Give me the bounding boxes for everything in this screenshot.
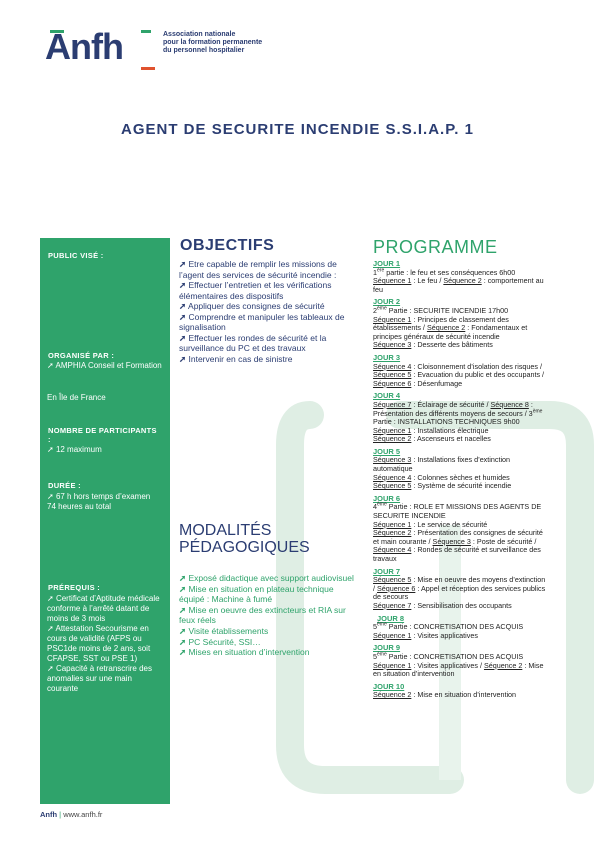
modalite-item [179, 573, 354, 584]
sequence-label: Séquence 4 [373, 472, 412, 482]
arrow-up-right-icon: ➚ [47, 664, 54, 673]
sequence-text: : Système de sécurité incendie [411, 481, 512, 491]
sequence-label: Séquence 1 [373, 425, 412, 435]
arrow-up-right-icon: ➚ [179, 311, 187, 322]
objectif-item [179, 259, 354, 280]
prerequis-item [47, 624, 165, 664]
objectif-text: Effectuer l’entretien et les vérifications élémentaires des dispositifs [179, 280, 332, 301]
sequence-text: : Installations fixes d’extinction automatique [373, 455, 511, 474]
sequence-label: Séquence 2 [373, 528, 412, 538]
arrow-up-right-icon: ➚ [179, 301, 187, 311]
sequence-label: Séquence 2 [426, 323, 466, 333]
modalites-list [179, 573, 354, 658]
objectif-text: Appliquer des consignes de sécurité [188, 301, 325, 311]
modalite-text: Exposé didactique avec support audiovisuel [188, 573, 354, 583]
programme-line [373, 277, 548, 294]
sequence-label: Séquence 7 [373, 600, 412, 610]
objectif-text: Intervenir en cas de sinistre [188, 353, 293, 364]
tagline-line: pour la formation permanente [163, 39, 263, 46]
ordinal-suffix: ème [532, 408, 543, 415]
sequence-label: Séquence 1 [373, 630, 412, 640]
nombre-value [47, 445, 165, 455]
programme-line [373, 401, 548, 427]
programme-line [373, 482, 548, 491]
modalite-item [179, 605, 354, 626]
public-label: PUBLIC VISÉ : [48, 251, 104, 260]
objectif-item [179, 354, 354, 365]
sequence-label: Séquence 7 [373, 399, 412, 409]
sequence-label: Séquence 6 [373, 378, 412, 388]
tagline-line: Association nationale [163, 31, 236, 38]
prerequis-item [47, 594, 165, 624]
sequence-label: Séquence 3 [373, 340, 412, 350]
logo-accent-bar [141, 30, 151, 33]
objectif-item [179, 333, 354, 354]
duree-label: DURÉE : [48, 481, 81, 490]
part-number: 5 [373, 651, 377, 661]
day-heading: JOUR 8 [377, 613, 405, 623]
ordinal-suffix: ère [377, 267, 385, 274]
objectif-item [179, 280, 354, 301]
organise-text: AMPHIA Conseil et Formation [55, 361, 162, 370]
ordinal-suffix: ème [377, 502, 387, 509]
part-number: 1 [373, 267, 377, 277]
sequence-label: Séquence 1 [373, 276, 412, 286]
logo-tagline [163, 31, 273, 55]
programme-line [373, 456, 548, 473]
programme-line [373, 602, 548, 611]
duree-value [47, 492, 165, 512]
arrow-up-right-icon: ➚ [179, 332, 187, 343]
programme-line [373, 341, 548, 350]
arrow-up-right-icon: ➚ [179, 647, 187, 658]
info-sidebar [40, 238, 170, 804]
sequence-label: Séquence 2 [373, 434, 412, 444]
arrow-up-right-icon: ➚ [47, 624, 54, 633]
objectifs-title: OBJECTIFS [180, 237, 275, 254]
day-heading: JOUR 4 [373, 391, 401, 401]
programme-line [373, 435, 548, 444]
objectifs-list [179, 259, 354, 364]
footer-url[interactable]: www.anfh.fr [63, 810, 103, 819]
sequence-label: Séquence 1 [373, 519, 412, 529]
part-title: Partie : ROLE ET MISSIONS DES AGENTS DE SECURITE INCENDIE [373, 502, 542, 521]
sequence-text: : Poste de sécurité / [470, 536, 537, 546]
nombre-label: NOMBRE DE PARTICIPANTS : [48, 426, 157, 444]
sequence-text: : Appel et réception des services publics de secours [373, 583, 546, 602]
logo-wordmark: Anfh [45, 26, 123, 67]
nombre-text: 12 maximum [55, 445, 102, 454]
objectif-text: Effectuer les rondes de sécurité et la surveillance du PC et des travaux [179, 332, 327, 353]
part-title: Partie : CONCRETISATION DES ACQUIS [386, 622, 524, 632]
anfh-logo [45, 28, 265, 68]
sequence-text: : Mise en oeuvre des moyens d’extinction / [373, 575, 546, 593]
sequence-label: Séquence 4 [373, 545, 412, 555]
arrow-up-right-icon: ➚ [179, 353, 187, 364]
arrow-up-right-icon: ➚ [47, 594, 54, 603]
sequence-text: : Mise en situation d’intervention [411, 690, 517, 700]
prerequis-label: PRÉREQUIS : [48, 583, 101, 592]
sequence-label: Séquence 8 [490, 399, 529, 409]
sequence-text: : comportement au feu [373, 276, 544, 294]
day-heading: JOUR 7 [373, 566, 401, 576]
sequence-text: : Principes de classement des établissements / [373, 314, 509, 333]
sequence-text: : Evacuation du public et des occupants / [411, 370, 545, 380]
sequence-text: : Mise en situation d’intervention [373, 660, 544, 679]
organise-value [47, 361, 165, 371]
footer-brand: Anfh [40, 810, 58, 819]
sequence-text: : Présentation des différents moyens de secours / 3 [373, 399, 533, 418]
sequence-text: : Le feu / [411, 276, 444, 286]
part-number: 2 [373, 305, 377, 315]
ordinal-suffix: ème [377, 651, 387, 658]
modalites-title [179, 522, 310, 556]
tagline-line: du personnel hospitalier [163, 47, 245, 54]
modalite-item [179, 626, 354, 637]
objectif-item [179, 301, 354, 312]
part-title: Partie : INSTALLATIONS TECHNIQUES 9h00 [373, 417, 520, 427]
sequence-label: Séquence 2 [483, 660, 523, 670]
programme-line [373, 363, 548, 389]
part-number: 5 [373, 622, 377, 632]
objectif-item [179, 312, 354, 333]
modalite-item [179, 584, 354, 605]
arrow-up-right-icon: ➚ [179, 636, 187, 647]
sequence-label: Séquence 6 [377, 583, 416, 593]
sequence-text: : Désenfumage [411, 378, 463, 388]
sequence-text: : Installations électrique [411, 425, 489, 435]
prerequis-text: Capacité à retranscrire des anomalies sur une main courante [47, 664, 152, 693]
prerequis-text: Attestation Secourisme en cours de validité (AFPS ou PSC1de moins de 2 ans, soit CFAPSE, SST ou PSE 1) [47, 624, 151, 663]
arrow-up-right-icon: ➚ [47, 445, 54, 454]
programme-line [373, 576, 548, 602]
modalite-text: Mise en oeuvre des extincteurs et RIA sur feux réels [179, 604, 346, 626]
day-heading: JOUR 3 [373, 352, 401, 362]
sequence-text: : Rondes de sécurité et surveillance des travaux [373, 545, 541, 563]
part-number: 4 [373, 502, 377, 512]
programme-line [373, 529, 548, 563]
sequence-label: Séquence 1 [373, 660, 412, 670]
objectif-text: Comprendre et manipuler les tableaux de signalisation [179, 311, 345, 332]
organise-label: ORGANISÉ PAR : [48, 351, 115, 360]
ordinal-suffix: ème [377, 305, 387, 312]
duree-text: 67 h hors temps d’examen [55, 492, 151, 501]
sequence-label: Séquence 5 [373, 575, 412, 585]
sequence-label: Séquence 1 [373, 314, 412, 324]
sequence-label: Séquence 3 [432, 536, 471, 546]
sequence-label: Séquence 2 [373, 690, 412, 700]
objectif-text: Etre capable de remplir les missions de l’agent des services de sécurité incendie : [179, 259, 337, 280]
day-heading: JOUR 1 [373, 259, 401, 268]
day-heading: JOUR 2 [373, 297, 401, 307]
part-title: Partie : SECURITE INCENDIE 17h00 [386, 305, 509, 315]
page-title: AGENT DE SECURITE INCENDIE S.S.I.A.P. 1 [121, 121, 474, 138]
modalite-item [179, 637, 354, 648]
programme-list [373, 260, 548, 700]
arrow-up-right-icon: ➚ [179, 280, 187, 290]
arrow-up-right-icon: ➚ [47, 492, 54, 501]
modalite-text: PC Sécurité, SSI… [188, 636, 261, 647]
sequence-label: Séquence 3 [373, 455, 412, 465]
day-heading: JOUR 6 [373, 493, 401, 503]
modalites-title-line: PÉDAGOGIQUES [179, 539, 310, 556]
ordinal-suffix: ème [377, 621, 387, 628]
arrow-up-right-icon: ➚ [179, 583, 187, 594]
prerequis-item [47, 664, 165, 694]
arrow-up-right-icon: ➚ [179, 604, 187, 615]
region-value: En Île de France [47, 393, 106, 402]
modalite-item [179, 647, 354, 658]
sequence-text: : Sensibilisation des occupants [411, 600, 512, 610]
sequence-text: : Éclairage de sécurité / [411, 399, 491, 409]
programme-line [373, 316, 548, 342]
part-title: Partie : CONCRETISATION DES ACQUIS [386, 651, 524, 661]
modalites-title-line: MODALITÉS [179, 522, 272, 539]
part-title: partie : le feu et ses conséquences 6h00 [384, 267, 516, 277]
day-heading: JOUR 9 [373, 643, 401, 653]
footer [40, 810, 102, 819]
sequence-label: Séquence 2 [443, 276, 482, 286]
prerequis-list [47, 594, 165, 694]
arrow-up-right-icon: ➚ [179, 625, 187, 636]
sequence-text: : Fondamentaux et principes généraux de sécurité incendie [373, 323, 528, 341]
sequence-text: : Desserte des bâtiments [411, 340, 493, 350]
sequence-text: : Ascenseurs et nacelles [411, 434, 491, 444]
programme-line [373, 691, 548, 700]
arrow-up-right-icon: ➚ [47, 361, 54, 370]
sequence-label: Séquence 5 [373, 370, 412, 380]
arrow-up-right-icon: ➚ [179, 573, 187, 583]
modalite-text: Mise en situation en plateau technique équipé : Machine à fumé [179, 583, 334, 605]
programme-line [373, 632, 548, 641]
logo-underline [141, 67, 155, 70]
sequence-label: Séquence 4 [373, 361, 412, 371]
sequence-text: : Cloisonnement d’isolation des risques / [411, 361, 543, 371]
programme-title: PROGRAMME [373, 237, 498, 257]
day-heading: JOUR 10 [373, 681, 405, 691]
sequence-label: Séquence 5 [373, 481, 412, 491]
sequence-text: : Visites applicatives / [411, 660, 484, 670]
modalite-text: Mises en situation d’intervention [188, 647, 310, 658]
arrow-up-right-icon: ➚ [179, 259, 187, 269]
sequence-text: : Le service de sécurité [411, 519, 488, 529]
sequence-text: : Colonnes sèches et humides [411, 472, 510, 482]
modalite-text: Visite établissements [188, 625, 269, 636]
footer-separator: | [59, 810, 62, 819]
prerequis-text: Certificat d’Aptitude médicale conforme à l’arrêté datant de moins de 3 mois [47, 594, 160, 623]
duree-total: 74 heures au total [47, 502, 112, 511]
sequence-text: : Visites applicatives [411, 630, 478, 640]
day-heading: JOUR 5 [373, 446, 401, 456]
programme-line [373, 503, 548, 520]
sequence-text: : Présentation des consignes de sécurité et main courante / [373, 528, 543, 546]
programme-line [373, 662, 548, 679]
